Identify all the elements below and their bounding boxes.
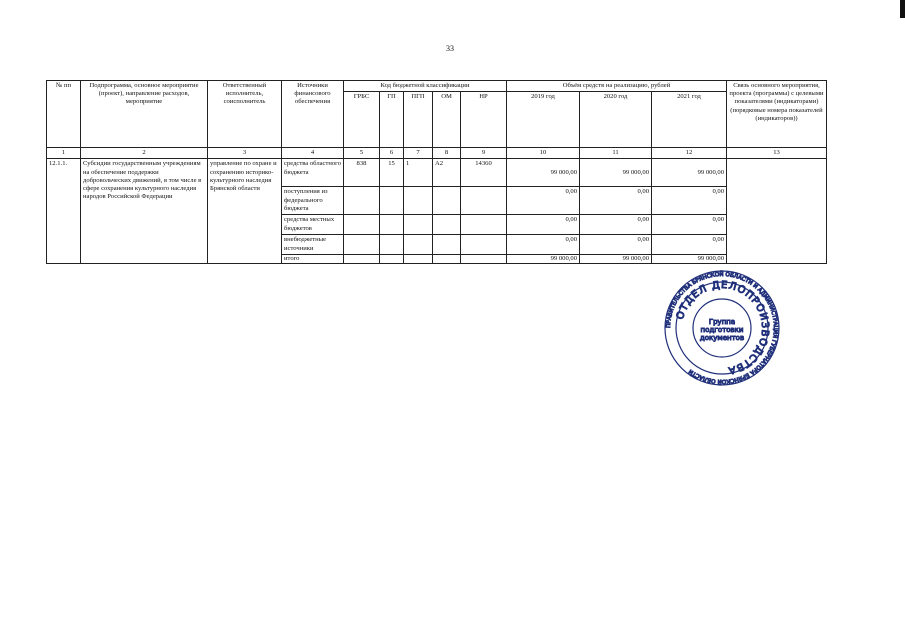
value-2020: 99 000,00 (580, 159, 652, 187)
code-om: А2 (433, 159, 461, 187)
page-number: 33 (446, 44, 454, 53)
source-label: поступления из федерального бюджета (282, 187, 344, 215)
stamp-outer-text: ПРАВИТЕЛЬСТВА БРЯНСКОЙ ОБЛАСТИ И АДМИНИСТРАЦИЯ ГУБЕРНАТОРА БРЯНСКОЙ ОБЛАСТИ (665, 271, 779, 385)
row-num: 12.1.1. (47, 159, 81, 264)
column-number: 12 (652, 148, 727, 159)
value-2020: 0,00 (580, 235, 652, 254)
column-number: 1 (47, 148, 81, 159)
value-2021: 0,00 (652, 187, 727, 215)
stamp-line-2: подготовки (700, 326, 744, 334)
value-2019: 0,00 (507, 235, 580, 254)
stamp-line-3: документов (699, 334, 745, 342)
code-gp: 15 (380, 159, 404, 187)
stamp-ring-text: ОТДЕЛ ДЕЛОПРОИЗВОДСТВА (674, 279, 771, 376)
value-2021: 0,00 (652, 215, 727, 235)
column-number: 13 (727, 148, 827, 159)
value-2021: 99 000,00 (652, 159, 727, 187)
column-number: 2 (81, 148, 208, 159)
total-2020: 99 000,00 (580, 254, 652, 263)
column-number-row (47, 148, 827, 159)
row-program: Субсидии государственным учреждениям на обеспечение поддержки добровольческих движений, в том числе в сфере сохранения культурного наследия народов Российской Федерации (81, 159, 208, 264)
header-2021: 2021 год (652, 92, 727, 148)
total-2021: 99 000,00 (652, 254, 727, 263)
code-grbs: 838 (344, 159, 380, 187)
edge-mark (900, 0, 905, 18)
budget-table (46, 80, 827, 264)
value-2019: 99 000,00 (507, 159, 580, 187)
header-program: Подпрограмма, основное мероприятие (проект), направление расходов, мероприятие (81, 81, 208, 148)
header-2019: 2019 год (507, 92, 580, 148)
office-stamp (662, 268, 782, 388)
header-executor: Ответственный исполнитель, соисполнитель (208, 81, 282, 148)
code-np: 14360 (461, 159, 507, 187)
value-2020: 0,00 (580, 187, 652, 215)
header-pgp: ПГП (404, 92, 433, 148)
source-label: средства местных бюджетов (282, 215, 344, 235)
row-link (727, 159, 827, 264)
source-label: внебюджетные источники (282, 235, 344, 254)
value-2020: 0,00 (580, 215, 652, 235)
table-row (47, 159, 827, 187)
column-number: 3 (208, 148, 282, 159)
column-number: 9 (461, 148, 507, 159)
column-number: 7 (404, 148, 433, 159)
header-gp: ГП (380, 92, 404, 148)
column-number: 5 (344, 148, 380, 159)
header-om: ОМ (433, 92, 461, 148)
source-label: средства областного бюджета (282, 159, 344, 187)
value-2019: 0,00 (507, 215, 580, 235)
column-number: 10 (507, 148, 580, 159)
header-volume: Объём средств на реализацию, рублей (507, 81, 727, 92)
stamp-line-1: Группа (708, 318, 736, 326)
column-number: 11 (580, 148, 652, 159)
total-label: итого (282, 254, 344, 263)
header-np: НР (461, 92, 507, 148)
column-number: 8 (433, 148, 461, 159)
value-2019: 0,00 (507, 187, 580, 215)
header-budget-code: Код бюджетной классификации (344, 81, 507, 92)
row-executor: управление по охране и сохранению историко-культурного наследия Брянской области (208, 159, 282, 264)
column-number: 4 (282, 148, 344, 159)
header-link: Связь основного мероприятия, проекта (программы) с целевыми показателями (индикаторами) (порядковые номера показателей (индикаторов)) (727, 81, 827, 148)
value-2021: 0,00 (652, 235, 727, 254)
column-number: 6 (380, 148, 404, 159)
total-2019: 99 000,00 (507, 254, 580, 263)
header-2020: 2020 год (580, 92, 652, 148)
header-grbs: ГРБС (344, 92, 380, 148)
header-num: № пп (47, 81, 81, 148)
header-sources: Источники финансового обеспечения (282, 81, 344, 148)
code-pgp: 1 (404, 159, 433, 187)
